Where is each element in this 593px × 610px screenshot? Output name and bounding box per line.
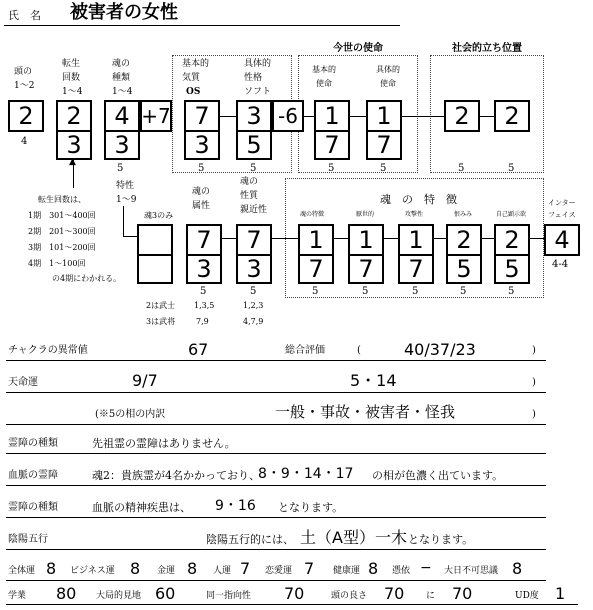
social-a-value: 2 xyxy=(454,102,470,130)
personality-bottom: 5 xyxy=(246,131,262,159)
score1-1-label: ビジネス運 xyxy=(70,566,115,576)
soul-nature-bottom: 3 xyxy=(246,255,262,283)
score2-0-value: 80 xyxy=(56,584,77,603)
soul-nature-label2: 性質 xyxy=(240,191,259,201)
obstacle2-nums: 9・16 xyxy=(215,498,256,514)
score2-3-value: 70 xyxy=(384,584,405,603)
score2-5-value: 1 xyxy=(555,584,566,603)
mission-basic-bottom: 7 xyxy=(324,131,340,159)
interface-label2: フェイス xyxy=(548,211,576,219)
feature-0-top: 1 xyxy=(300,226,332,256)
nature-vals-1: 4,7,9 xyxy=(243,317,264,326)
fate-label: 天命運 xyxy=(8,377,38,388)
interface-sub: 4-4 xyxy=(552,259,569,270)
connector-line xyxy=(6,485,546,486)
plus-seven: +7 xyxy=(141,104,171,128)
chakra-label: チャクラの異常値 xyxy=(8,345,88,356)
rebirth-note-5: の4期にわかれる。 xyxy=(52,274,122,283)
score1-3-value: 7 xyxy=(240,559,251,578)
soul-nature-top: 7 xyxy=(238,226,270,256)
feature-1-box xyxy=(348,224,384,284)
mission-title: 今世の使命 xyxy=(333,43,383,54)
connector-line xyxy=(530,238,544,239)
mission-specific-top: 1 xyxy=(368,102,400,132)
feature-4-bottom: 5 xyxy=(504,255,520,283)
connector-line xyxy=(6,453,546,454)
soul-nature-label1: 魂の xyxy=(240,177,259,187)
connector-line xyxy=(304,116,314,117)
mission-basic-label1: 基本的 xyxy=(312,65,336,74)
blood-prefix: 魂2：貴族霊が4名かかっており、 xyxy=(92,469,260,482)
connector-line xyxy=(272,238,298,239)
score1-7-label: 大日不可思議 xyxy=(444,566,499,576)
nature-vals-0: 1,2,3 xyxy=(243,301,264,310)
feature-3-box xyxy=(446,224,482,284)
overall-value: 40/37/23 xyxy=(404,340,476,359)
mission-specific-label1: 具体的 xyxy=(376,65,400,74)
score1-3-label: 人運 xyxy=(213,566,232,576)
feature-0-box xyxy=(298,224,334,284)
connector-line xyxy=(350,116,366,117)
mission-basic-label2: 使命 xyxy=(316,79,332,88)
chakra-value: 67 xyxy=(188,340,209,359)
mission-basic-box xyxy=(314,100,350,160)
soul-type-box xyxy=(104,100,140,160)
score1-2-value: 8 xyxy=(187,559,198,578)
plus-seven-box xyxy=(140,100,172,132)
social-b-value: 2 xyxy=(504,102,520,130)
temper-bottom: 3 xyxy=(194,131,210,159)
soul-attr-label1: 魂の xyxy=(192,187,211,197)
personality-label1: 具体的 xyxy=(244,59,272,69)
soul-type-sub: 5 xyxy=(117,163,124,174)
connector-line xyxy=(222,238,236,239)
obstacle1-label: 霊障の種類 xyxy=(8,438,58,449)
connector-line xyxy=(123,236,137,237)
note-close: ) xyxy=(532,409,536,420)
feature-4-sub: 5 xyxy=(508,286,515,297)
head-box xyxy=(8,100,44,132)
connector-line xyxy=(6,360,546,361)
score2-5-label: UD度 xyxy=(515,591,539,601)
attr-vals-0: 1,3,5 xyxy=(194,301,215,310)
rebirth-label2: 回数 xyxy=(62,73,81,83)
personality-box xyxy=(236,100,272,160)
blood-nums: 8・9・14・17 xyxy=(258,466,354,482)
feature-1-bottom: 7 xyxy=(358,255,374,283)
temper-box xyxy=(184,100,220,160)
trait-label2: 1〜9 xyxy=(116,195,137,205)
score1-4-value: 7 xyxy=(304,559,315,578)
personality-sub: 5 xyxy=(250,163,257,174)
overall-label: 総合評価 xyxy=(285,345,325,356)
note-value: 一般・事故・被害者・怪我 xyxy=(275,403,456,421)
score2-2-value: 70 xyxy=(284,584,305,603)
connector-line xyxy=(6,517,546,518)
score2-1-label: 大局的見地 xyxy=(96,591,142,601)
cell xyxy=(139,226,171,256)
fate-value2: 5・14 xyxy=(350,371,397,390)
head-sub: 4 xyxy=(21,136,28,147)
connector-line xyxy=(6,580,546,581)
feature-0-bottom: 7 xyxy=(308,255,324,283)
soul-nature-label3: 親近性 xyxy=(240,205,268,215)
score1-5-value: 8 xyxy=(368,559,379,578)
feature-1-top: 1 xyxy=(350,226,382,256)
feature-2-bottom: 7 xyxy=(408,255,424,283)
head-value: 2 xyxy=(18,102,34,130)
soul-features-title: 魂 の 特 徴 xyxy=(380,193,457,206)
score1-2-label: 金運 xyxy=(157,566,176,576)
connector-line xyxy=(402,116,444,117)
feature-3-label: 恨みみ xyxy=(454,211,473,218)
mission-specific-bottom: 7 xyxy=(376,131,392,159)
feature-0-label: 魂の特徴 xyxy=(300,211,325,218)
connector-line xyxy=(6,604,578,605)
trait-label1: 特性 xyxy=(116,181,135,191)
fate-value: 9/7 xyxy=(132,371,158,390)
connector-line xyxy=(482,238,494,239)
rebirth-note-4: 4期 1〜100回 xyxy=(28,259,86,268)
connector-line xyxy=(6,392,546,393)
social-title: 社会的立ち位置 xyxy=(452,43,522,54)
soul-nature-sub: 5 xyxy=(250,286,257,297)
name-label: 氏 名 xyxy=(8,9,41,22)
overall-close: ) xyxy=(532,345,536,356)
score1-4-label: 恋愛運 xyxy=(265,566,293,576)
soul-nature-box xyxy=(236,224,272,284)
score2-1-value: 60 xyxy=(155,584,176,603)
blood-label: 血脈の霊障 xyxy=(8,470,58,481)
score2-2-label: 同一指向性 xyxy=(206,591,252,601)
rebirth-label3: 1〜4 xyxy=(62,87,83,97)
score2-4-label: に xyxy=(426,591,436,601)
soul-attr-sub: 5 xyxy=(200,286,207,297)
temper-label2: 気質 xyxy=(182,73,201,83)
mission-basic-top: 1 xyxy=(316,102,348,132)
mission-specific-label2: 使命 xyxy=(380,79,396,88)
connector-line xyxy=(6,549,546,550)
mission-specific-box xyxy=(366,100,402,160)
feature-3-sub: 5 xyxy=(460,286,467,297)
attr-note-0: 2は武士 xyxy=(146,301,176,310)
rebirth-note-3: 3期 101〜200回 xyxy=(28,243,96,252)
score1-0-value: 8 xyxy=(46,559,57,578)
obstacle2-suffix: となります。 xyxy=(278,501,344,514)
feature-2-top: 1 xyxy=(400,226,432,256)
yinyang-label: 陰陽五行 xyxy=(8,534,48,545)
minus-six: -6 xyxy=(278,104,298,128)
personality-label3: ソフト xyxy=(244,87,272,97)
name-underline xyxy=(4,25,400,26)
soul-type-label3: 1〜4 xyxy=(112,87,133,97)
yinyang-prefix: 陰陽五行的には、 xyxy=(206,533,294,546)
rebirth-label1: 転生 xyxy=(62,59,81,69)
feature-2-label: 攻撃性 xyxy=(405,211,424,218)
soul-attr-top: 7 xyxy=(188,226,220,256)
score1-7-value: 8 xyxy=(512,559,523,578)
name-value: 被害者の女性 xyxy=(70,2,178,23)
fate-close: ) xyxy=(532,377,536,388)
personality-label2: 性格 xyxy=(244,73,263,83)
yinyang-value: 土（A型）一木 xyxy=(300,528,407,547)
connector-line xyxy=(434,238,446,239)
score2-3-label: 頭の良さ xyxy=(331,591,368,601)
connector-line xyxy=(6,424,546,425)
overall-open: ( xyxy=(357,345,361,356)
rebirth-top: 2 xyxy=(58,102,90,132)
feature-4-top: 2 xyxy=(496,226,528,256)
obstacle1-value: 先祖霊の霊障はありません。 xyxy=(92,437,236,450)
soul-attr-box xyxy=(186,224,222,284)
rebirth-note-0: 転生回数は、 xyxy=(38,195,86,204)
note-label: (※5の相の内訳 xyxy=(95,409,166,420)
attr-vals-1: 7,9 xyxy=(196,317,209,326)
yinyang-suffix: となります。 xyxy=(408,533,474,546)
head-label: 頭の xyxy=(14,67,33,77)
score2-4-value: 70 xyxy=(452,584,473,603)
temper-label1: 基本的 xyxy=(182,59,210,69)
feature-1-sub: 5 xyxy=(362,286,369,297)
obstacle2-prefix: 血脈の精神疾患は、 xyxy=(92,501,191,514)
feature-4-box xyxy=(494,224,530,284)
soul-type-top: 4 xyxy=(106,102,138,132)
rebirth-note-2: 2期 201〜300回 xyxy=(28,227,96,236)
rebirth-bottom: 3 xyxy=(66,131,82,159)
feature-4-label: 自己顕示欲 xyxy=(496,211,527,218)
feature-1-label: 厭世的 xyxy=(356,211,375,218)
rebirth-note-1: 1期 301〜400回 xyxy=(28,211,96,220)
score1-6-value: − xyxy=(420,560,432,576)
soul-attr-label2: 属性 xyxy=(192,201,211,211)
feature-0-sub: 5 xyxy=(312,286,319,297)
rebirth-box xyxy=(56,100,92,160)
interface-value: 4 xyxy=(554,226,570,254)
social-b-box xyxy=(494,100,530,132)
soul-type-label1: 魂の xyxy=(112,59,131,69)
feature-3-top: 2 xyxy=(448,226,480,256)
social-a-sub: 5 xyxy=(458,163,465,174)
head-range: 1〜2 xyxy=(14,81,35,91)
connector-line xyxy=(123,206,124,236)
blood-suffix: の相が色濃く出ています。 xyxy=(372,469,504,482)
connector-line xyxy=(220,116,236,117)
minus-six-box xyxy=(272,100,304,132)
obstacle2-label: 霊障の種類 xyxy=(8,502,58,513)
temper-top: 7 xyxy=(186,102,218,132)
soul-type-label2: 種類 xyxy=(112,73,131,83)
connector-line xyxy=(334,238,348,239)
soul-only-box xyxy=(137,224,173,284)
score1-0-label: 全体運 xyxy=(8,566,36,576)
soul-attr-bottom: 3 xyxy=(196,255,212,283)
score2-0-label: 学業 xyxy=(8,591,27,601)
feature-3-bottom: 5 xyxy=(456,255,472,283)
attr-note-1: 3は武将 xyxy=(146,317,176,326)
score1-1-value: 8 xyxy=(130,559,141,578)
interface-box xyxy=(544,224,580,256)
interface-label1: インター xyxy=(548,199,576,207)
mission-specific-sub: 5 xyxy=(380,163,387,174)
social-a-box xyxy=(444,100,480,132)
mission-basic-sub: 5 xyxy=(328,163,335,174)
temper-label3: OS xyxy=(186,87,201,97)
connector-line xyxy=(384,238,398,239)
soul-only-label: 魂3のみ xyxy=(144,211,174,220)
feature-2-box xyxy=(398,224,434,284)
personality-top: 3 xyxy=(238,102,270,132)
connector-line xyxy=(480,116,494,117)
soul-type-bottom: 3 xyxy=(114,131,130,159)
temper-sub: 5 xyxy=(198,163,205,174)
social-b-sub: 5 xyxy=(508,163,515,174)
feature-2-sub: 5 xyxy=(412,286,419,297)
score1-6-label: 憑依 xyxy=(392,566,411,576)
rebirth-arrow-head: ▲ xyxy=(69,157,76,167)
score1-5-label: 健康運 xyxy=(333,566,361,576)
